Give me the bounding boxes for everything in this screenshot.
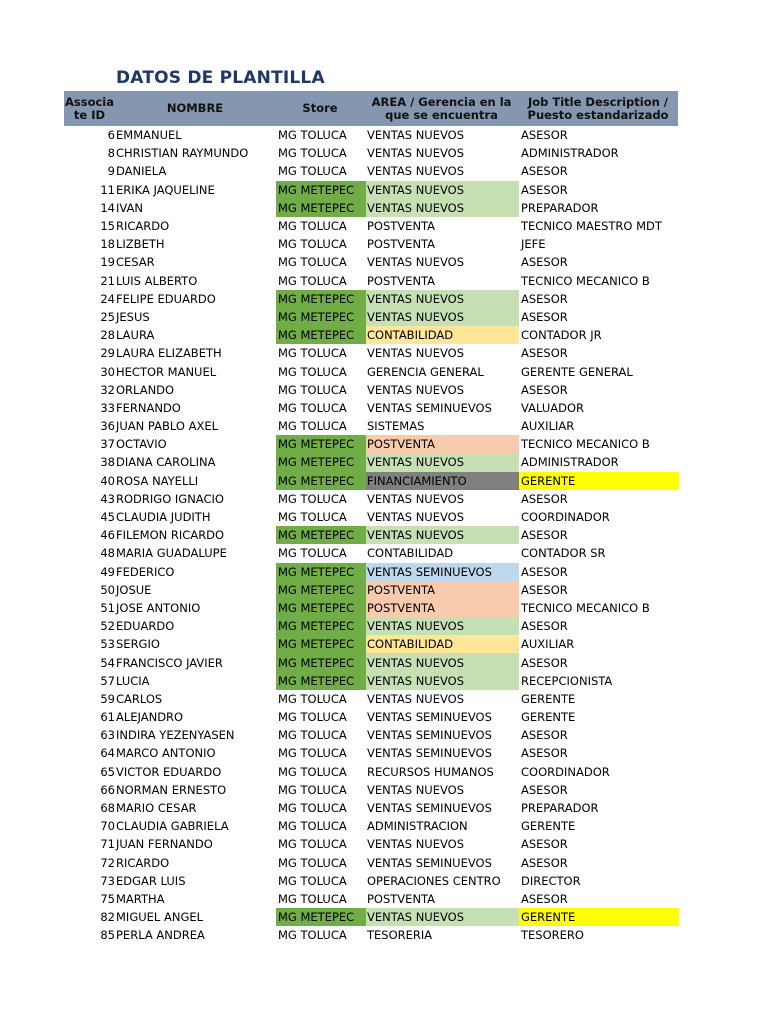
cell-associate-id[interactable]: 71 — [100, 837, 115, 852]
cell-associate-id[interactable]: 18 — [100, 237, 115, 252]
cell-area[interactable]: POSTVENTA — [367, 891, 436, 906]
cell-job-title[interactable]: ASESOR — [521, 855, 568, 870]
cell-store[interactable]: MG TOLUCA — [278, 346, 347, 361]
table-row[interactable] — [64, 290, 678, 308]
cell-job-title[interactable]: ASESOR — [521, 746, 568, 761]
cell-area[interactable]: VENTAS NUEVOS — [366, 672, 519, 690]
cell-area[interactable]: VENTAS NUEVOS — [367, 128, 464, 143]
cell-job-title[interactable]: ASESOR — [521, 346, 568, 361]
cell-area[interactable]: VENTAS NUEVOS — [366, 653, 519, 671]
cell-store[interactable]: MG METEPEC — [276, 181, 366, 199]
table-row[interactable] — [64, 417, 678, 435]
table-row[interactable] — [64, 708, 678, 726]
cell-nombre[interactable]: EDGAR LUIS — [116, 873, 186, 888]
cell-nombre[interactable]: ROSA NAYELLI — [116, 473, 199, 488]
table-row[interactable] — [64, 817, 678, 835]
cell-area[interactable]: VENTAS NUEVOS — [367, 346, 464, 361]
cell-job-title[interactable]: GERENTE — [521, 710, 576, 725]
cell-associate-id[interactable]: 15 — [100, 219, 115, 234]
cell-nombre[interactable]: FRANCISCO JAVIER — [116, 655, 223, 670]
table-row[interactable] — [64, 653, 678, 671]
cell-associate-id[interactable]: 64 — [100, 746, 115, 761]
cell-nombre[interactable]: JESUS — [116, 309, 150, 324]
cell-associate-id[interactable]: 85 — [100, 928, 115, 943]
cell-store[interactable]: MG METEPEC — [276, 290, 366, 308]
cell-job-title[interactable]: ASESOR — [521, 182, 568, 197]
cell-store[interactable]: MG TOLUCA — [278, 855, 347, 870]
table-row[interactable] — [64, 581, 678, 599]
table-row[interactable] — [64, 253, 678, 271]
cell-job-title[interactable]: TECNICO MECANICO B — [521, 273, 650, 288]
cell-job-title[interactable]: ASESOR — [521, 655, 568, 670]
cell-nombre[interactable]: MARTHA — [116, 891, 165, 906]
table-row[interactable] — [64, 399, 678, 417]
cell-associate-id[interactable]: 30 — [100, 364, 115, 379]
table-row[interactable] — [64, 835, 678, 853]
cell-job-title[interactable]: ASESOR — [521, 782, 568, 797]
cell-area[interactable]: POSTVENTA — [367, 273, 436, 288]
cell-job-title[interactable]: TECNICO MAESTRO MDT — [521, 219, 662, 234]
cell-area[interactable]: VENTAS SEMINUEVOS — [367, 710, 492, 725]
cell-nombre[interactable]: ALEJANDRO — [116, 710, 184, 725]
table-row[interactable] — [64, 472, 678, 490]
cell-job-title[interactable]: ASESOR — [521, 291, 568, 306]
cell-nombre[interactable]: LUCIA — [116, 673, 150, 688]
cell-associate-id[interactable]: 29 — [100, 346, 115, 361]
table-row[interactable] — [64, 272, 678, 290]
cell-job-title[interactable]: ASESOR — [521, 128, 568, 143]
cell-job-title[interactable]: VALUADOR — [521, 400, 585, 415]
cell-job-title[interactable]: ASESOR — [521, 582, 568, 597]
cell-area[interactable]: VENTAS SEMINUEVOS — [367, 801, 492, 816]
cell-nombre[interactable]: MARIA GUADALUPE — [116, 546, 227, 561]
cell-store[interactable]: MG TOLUCA — [278, 164, 347, 179]
cell-store[interactable]: MG TOLUCA — [278, 819, 347, 834]
cell-job-title[interactable]: JEFE — [521, 237, 546, 252]
cell-store[interactable]: MG TOLUCA — [278, 400, 347, 415]
cell-associate-id[interactable]: 54 — [100, 655, 115, 670]
cell-associate-id[interactable]: 75 — [100, 891, 115, 906]
cell-nombre[interactable]: JOSUE — [116, 582, 152, 597]
cell-job-title[interactable]: GERENTE — [521, 819, 576, 834]
cell-area[interactable]: VENTAS SEMINUEVOS — [367, 855, 492, 870]
cell-nombre[interactable]: MIGUEL ANGEL — [116, 910, 204, 925]
table-row[interactable] — [64, 344, 678, 362]
cell-area[interactable]: VENTAS NUEVOS — [367, 782, 464, 797]
cell-associate-id[interactable]: 43 — [100, 491, 115, 506]
header-associate-id[interactable] — [64, 96, 115, 122]
table-row[interactable] — [64, 453, 678, 471]
table-row[interactable] — [64, 908, 678, 926]
cell-nombre[interactable]: LAURA — [116, 328, 155, 343]
cell-nombre[interactable]: LIZBETH — [116, 237, 165, 252]
cell-job-title[interactable]: COORDINADOR — [521, 510, 610, 525]
cell-associate-id[interactable]: 24 — [100, 291, 115, 306]
cell-associate-id[interactable]: 66 — [100, 782, 115, 797]
table-row[interactable] — [64, 726, 678, 744]
cell-area[interactable]: SISTEMAS — [367, 419, 425, 434]
cell-nombre[interactable]: EMMANUEL — [116, 128, 182, 143]
cell-area[interactable]: VENTAS NUEVOS — [366, 181, 519, 199]
cell-store[interactable]: MG TOLUCA — [278, 273, 347, 288]
header-job-line1: Job Title Description / — [527, 94, 669, 109]
cell-area[interactable]: VENTAS NUEVOS — [367, 491, 464, 506]
cell-job-title[interactable]: ASESOR — [521, 728, 568, 743]
cell-nombre[interactable]: JUAN PABLO AXEL — [116, 419, 219, 434]
cell-associate-id[interactable]: 52 — [100, 619, 115, 634]
header-nombre[interactable]: NOMBRE — [166, 101, 224, 115]
table-row[interactable] — [64, 362, 678, 380]
cell-area[interactable]: VENTAS NUEVOS — [367, 146, 464, 161]
table-row[interactable] — [64, 544, 678, 562]
cell-nombre[interactable]: CHRISTIAN RAYMUNDO — [116, 146, 249, 161]
table-row[interactable] — [64, 235, 678, 253]
cell-area[interactable]: VENTAS SEMINUEVOS — [367, 728, 492, 743]
cell-job-title[interactable]: ASESOR — [521, 528, 568, 543]
table-row[interactable] — [64, 181, 678, 199]
table-row[interactable] — [64, 326, 678, 344]
cell-area[interactable]: VENTAS NUEVOS — [366, 308, 519, 326]
cell-nombre[interactable]: FELIPE EDUARDO — [116, 291, 216, 306]
cell-nombre[interactable]: LUIS ALBERTO — [116, 273, 198, 288]
cell-store[interactable]: MG METEPEC — [276, 526, 366, 544]
cell-job-title[interactable]: ASESOR — [521, 164, 568, 179]
cell-associate-id[interactable]: 25 — [100, 309, 115, 324]
cell-job-title[interactable]: ASESOR — [521, 837, 568, 852]
header-id-line1: Associa — [64, 94, 114, 109]
cell-area[interactable]: OPERACIONES CENTRO — [367, 873, 501, 888]
cell-associate-id[interactable]: 36 — [100, 419, 115, 434]
cell-nombre[interactable]: HECTOR MANUEL — [116, 364, 217, 379]
table-row[interactable] — [64, 199, 678, 217]
header-store[interactable]: Store — [302, 101, 338, 115]
cell-associate-id[interactable]: 59 — [100, 691, 115, 706]
cell-area[interactable]: VENTAS SEMINUEVOS — [367, 400, 492, 415]
header-area-line1: AREA / Gerencia en la — [371, 94, 512, 109]
cell-associate-id[interactable]: 63 — [100, 728, 115, 743]
cell-job-title[interactable]: CONTADOR JR — [521, 328, 602, 343]
cell-area[interactable]: FINANCIAMIENTO — [366, 472, 519, 490]
cell-job-title[interactable]: PREPARADOR — [521, 801, 599, 816]
cell-nombre[interactable]: ORLANDO — [116, 382, 175, 397]
cell-area[interactable]: POSTVENTA — [366, 599, 519, 617]
cell-associate-id[interactable]: 32 — [100, 382, 115, 397]
cell-nombre[interactable]: CESAR — [116, 255, 155, 270]
cell-associate-id[interactable]: 21 — [100, 273, 115, 288]
cell-area[interactable]: CONTABILIDAD — [366, 635, 519, 653]
page-title: DATOS DE PLANTILLA — [116, 68, 325, 88]
cell-store[interactable]: MG TOLUCA — [278, 873, 347, 888]
cell-job-title[interactable]: AUXILIAR — [521, 419, 575, 434]
cell-nombre[interactable]: LAURA ELIZABETH — [116, 346, 222, 361]
cell-store[interactable]: MG TOLUCA — [278, 728, 347, 743]
cell-job-title[interactable]: ADMINISTRADOR — [521, 146, 619, 161]
cell-nombre[interactable]: DANIELA — [116, 164, 167, 179]
cell-job-title[interactable]: ASESOR — [521, 491, 568, 506]
cell-store[interactable]: MG TOLUCA — [278, 764, 347, 779]
table-row[interactable] — [64, 690, 678, 708]
cell-nombre[interactable]: MARCO ANTONIO — [116, 746, 216, 761]
cell-job-title[interactable]: ASESOR — [521, 619, 568, 634]
cell-store[interactable]: MG METEPEC — [276, 453, 366, 471]
table-row[interactable] — [64, 144, 678, 162]
cell-nombre[interactable]: RODRIGO IGNACIO — [116, 491, 224, 506]
table-row[interactable] — [64, 308, 678, 326]
cell-area[interactable]: POSTVENTA — [366, 581, 519, 599]
cell-area[interactable]: VENTAS NUEVOS — [366, 526, 519, 544]
cell-area[interactable]: TESORERIA — [367, 928, 433, 943]
cell-store[interactable]: MG METEPEC — [276, 308, 366, 326]
cell-nombre[interactable]: FEDERICO — [116, 564, 175, 579]
header-job-line2: Puesto estandarizado — [527, 107, 669, 122]
cell-store[interactable]: MG METEPEC — [276, 581, 366, 599]
cell-store[interactable]: MG TOLUCA — [278, 419, 347, 434]
cell-store[interactable]: MG TOLUCA — [278, 710, 347, 725]
cell-nombre[interactable]: ERIKA JAQUELINE — [116, 182, 215, 197]
table-row[interactable] — [64, 217, 678, 235]
table-row[interactable] — [64, 490, 678, 508]
cell-associate-id[interactable]: 40 — [100, 473, 115, 488]
cell-job-title[interactable]: TECNICO MECANICO B — [521, 600, 650, 615]
cell-store[interactable]: MG METEPEC — [276, 563, 366, 581]
cell-area[interactable]: VENTAS NUEVOS — [366, 199, 519, 217]
cell-associate-id[interactable]: 82 — [100, 910, 115, 925]
table-row[interactable] — [64, 763, 678, 781]
cell-associate-id[interactable]: 11 — [100, 182, 115, 197]
cell-nombre[interactable]: NORMAN ERNESTO — [116, 782, 227, 797]
cell-store[interactable]: MG TOLUCA — [278, 146, 347, 161]
cell-associate-id[interactable]: 51 — [100, 600, 115, 615]
cell-store[interactable]: MG TOLUCA — [278, 801, 347, 816]
cell-area[interactable]: VENTAS NUEVOS — [366, 290, 519, 308]
table-row[interactable] — [64, 672, 678, 690]
header-job-title[interactable] — [518, 96, 678, 122]
cell-nombre[interactable]: RICARDO — [116, 219, 170, 234]
cell-area[interactable]: POSTVENTA — [367, 237, 436, 252]
cell-associate-id[interactable]: 65 — [100, 764, 115, 779]
header-area-line2: que se encuentra — [385, 107, 498, 122]
cell-store[interactable]: MG TOLUCA — [278, 237, 347, 252]
table-row[interactable] — [64, 854, 678, 872]
cell-associate-id[interactable]: 57 — [100, 673, 115, 688]
table-row[interactable] — [64, 526, 678, 544]
cell-associate-id[interactable]: 72 — [100, 855, 115, 870]
cell-nombre[interactable]: EDUARDO — [116, 619, 175, 634]
cell-associate-id[interactable]: 45 — [100, 510, 115, 525]
table-row[interactable] — [64, 126, 678, 144]
cell-area[interactable]: RECURSOS HUMANOS — [367, 764, 494, 779]
table-row[interactable] — [64, 744, 678, 762]
cell-job-title[interactable]: AUXILIAR — [521, 637, 575, 652]
cell-store[interactable]: MG TOLUCA — [278, 891, 347, 906]
cell-associate-id[interactable]: 37 — [100, 437, 115, 452]
table-row[interactable] — [64, 381, 678, 399]
cell-job-title[interactable]: RECEPCIONISTA — [521, 673, 613, 688]
cell-store[interactable]: MG TOLUCA — [278, 491, 347, 506]
cell-job-title[interactable]: DIRECTOR — [521, 873, 581, 888]
cell-store[interactable]: MG TOLUCA — [278, 928, 347, 943]
cell-nombre[interactable]: MARIO CESAR — [116, 801, 197, 816]
table-row[interactable] — [64, 599, 678, 617]
cell-area[interactable]: VENTAS NUEVOS — [366, 908, 519, 926]
cell-store[interactable]: MG TOLUCA — [278, 219, 347, 234]
cell-job-title[interactable]: GERENTE GENERAL — [521, 364, 633, 379]
cell-store[interactable]: MG TOLUCA — [278, 255, 347, 270]
cell-associate-id[interactable]: 50 — [100, 582, 115, 597]
table-row[interactable] — [64, 926, 678, 944]
cell-associate-id[interactable]: 53 — [100, 637, 115, 652]
cell-store[interactable]: MG METEPEC — [276, 599, 366, 617]
table-row[interactable] — [64, 635, 678, 653]
table-row[interactable] — [64, 617, 678, 635]
cell-store[interactable]: MG TOLUCA — [278, 782, 347, 797]
cell-area[interactable]: ADMINISTRACION — [367, 819, 468, 834]
cell-area[interactable]: GERENCIA GENERAL — [367, 364, 484, 379]
cell-store[interactable]: MG TOLUCA — [278, 837, 347, 852]
cell-job-title[interactable]: GERENTE — [519, 908, 679, 926]
table-row[interactable] — [64, 435, 678, 453]
cell-store[interactable]: MG METEPEC — [276, 635, 366, 653]
cell-nombre[interactable]: CARLOS — [116, 691, 163, 706]
table-row[interactable] — [64, 508, 678, 526]
cell-store[interactable]: MG METEPEC — [276, 199, 366, 217]
cell-job-title[interactable]: ADMINISTRADOR — [521, 455, 619, 470]
cell-nombre[interactable]: JOSE ANTONIO — [116, 600, 201, 615]
table-body — [64, 126, 678, 944]
table-row[interactable] — [64, 872, 678, 890]
cell-job-title[interactable]: GERENTE — [521, 691, 576, 706]
cell-area[interactable]: VENTAS NUEVOS — [367, 837, 464, 852]
cell-associate-id[interactable]: 8 — [107, 146, 115, 161]
cell-associate-id[interactable]: 49 — [100, 564, 115, 579]
cell-nombre[interactable]: SERGIO — [116, 637, 160, 652]
cell-store[interactable]: MG TOLUCA — [278, 128, 347, 143]
cell-job-title[interactable]: ASESOR — [521, 255, 568, 270]
cell-area[interactable]: VENTAS NUEVOS — [367, 510, 464, 525]
cell-nombre[interactable]: RICARDO — [116, 855, 170, 870]
cell-job-title[interactable]: PREPARADOR — [521, 200, 599, 215]
cell-nombre[interactable]: VICTOR EDUARDO — [116, 764, 222, 779]
cell-area[interactable]: CONTABILIDAD — [367, 546, 454, 561]
cell-area[interactable]: VENTAS NUEVOS — [366, 617, 519, 635]
cell-associate-id[interactable]: 38 — [100, 455, 115, 470]
cell-nombre[interactable]: CLAUDIA GABRIELA — [116, 819, 229, 834]
cell-store[interactable]: MG TOLUCA — [278, 364, 347, 379]
cell-nombre[interactable]: CLAUDIA JUDITH — [116, 510, 211, 525]
cell-associate-id[interactable]: 46 — [100, 528, 115, 543]
cell-store[interactable]: MG METEPEC — [276, 435, 366, 453]
cell-nombre[interactable]: OCTAVIO — [116, 437, 167, 452]
cell-nombre[interactable]: INDIRA YEZENYASEN — [116, 728, 235, 743]
cell-nombre[interactable]: DIANA CAROLINA — [116, 455, 216, 470]
cell-store[interactable]: MG TOLUCA — [278, 691, 347, 706]
cell-nombre[interactable]: FERNANDO — [116, 400, 181, 415]
table-row[interactable] — [64, 162, 678, 180]
cell-store[interactable]: MG METEPEC — [276, 617, 366, 635]
cell-store[interactable]: MG METEPEC — [276, 908, 366, 926]
cell-associate-id[interactable]: 33 — [100, 400, 115, 415]
cell-associate-id[interactable]: 48 — [100, 546, 115, 561]
cell-area[interactable]: VENTAS NUEVOS — [367, 691, 464, 706]
cell-job-title[interactable]: CONTADOR SR — [521, 546, 606, 561]
table-header — [64, 91, 678, 126]
cell-store[interactable]: MG TOLUCA — [278, 382, 347, 397]
cell-associate-id[interactable]: 70 — [100, 819, 115, 834]
table-row[interactable] — [64, 799, 678, 817]
cell-store[interactable]: MG METEPEC — [276, 672, 366, 690]
cell-area[interactable]: VENTAS NUEVOS — [366, 453, 519, 471]
cell-job-title[interactable]: ASESOR — [521, 564, 568, 579]
header-area[interactable] — [365, 96, 518, 122]
cell-job-title[interactable]: GERENTE — [519, 472, 679, 490]
cell-area[interactable]: VENTAS SEMINUEVOS — [366, 563, 519, 581]
cell-area[interactable]: VENTAS NUEVOS — [367, 164, 464, 179]
cell-store[interactable]: MG TOLUCA — [278, 510, 347, 525]
cell-store[interactable]: MG TOLUCA — [278, 546, 347, 561]
cell-job-title[interactable]: COORDINADOR — [521, 764, 610, 779]
cell-nombre[interactable]: JUAN FERNANDO — [116, 837, 213, 852]
cell-associate-id[interactable]: 73 — [100, 873, 115, 888]
cell-store[interactable]: MG METEPEC — [276, 326, 366, 344]
header-id-line2: te ID — [73, 107, 106, 122]
cell-associate-id[interactable]: 61 — [100, 710, 115, 725]
table-row[interactable] — [64, 890, 678, 908]
cell-area[interactable]: VENTAS SEMINUEVOS — [367, 746, 492, 761]
cell-nombre[interactable]: FILEMON RICARDO — [116, 528, 225, 543]
staff-table — [64, 91, 678, 944]
cell-associate-id[interactable]: 6 — [107, 128, 115, 143]
cell-job-title[interactable]: TECNICO MECANICO B — [521, 437, 650, 452]
cell-associate-id[interactable]: 68 — [100, 801, 115, 816]
cell-area[interactable]: POSTVENTA — [367, 219, 436, 234]
table-row[interactable] — [64, 563, 678, 581]
cell-area[interactable]: VENTAS NUEVOS — [367, 382, 464, 397]
cell-area[interactable]: POSTVENTA — [366, 435, 519, 453]
cell-job-title[interactable]: ASESOR — [521, 891, 568, 906]
cell-job-title[interactable]: TESORERO — [521, 928, 584, 943]
table-row[interactable] — [64, 781, 678, 799]
cell-area[interactable]: CONTABILIDAD — [366, 326, 519, 344]
cell-nombre[interactable]: PERLA ANDREA — [116, 928, 205, 943]
cell-job-title[interactable]: ASESOR — [521, 382, 568, 397]
cell-job-title[interactable]: ASESOR — [521, 309, 568, 324]
cell-area[interactable]: VENTAS NUEVOS — [367, 255, 464, 270]
cell-nombre[interactable]: IVAN — [116, 200, 143, 215]
cell-store[interactable]: MG TOLUCA — [278, 746, 347, 761]
cell-associate-id[interactable]: 19 — [100, 255, 115, 270]
cell-associate-id[interactable]: 9 — [107, 164, 115, 179]
cell-store[interactable]: MG METEPEC — [276, 653, 366, 671]
cell-associate-id[interactable]: 14 — [100, 200, 115, 215]
cell-store[interactable]: MG METEPEC — [276, 472, 366, 490]
cell-associate-id[interactable]: 28 — [100, 328, 115, 343]
